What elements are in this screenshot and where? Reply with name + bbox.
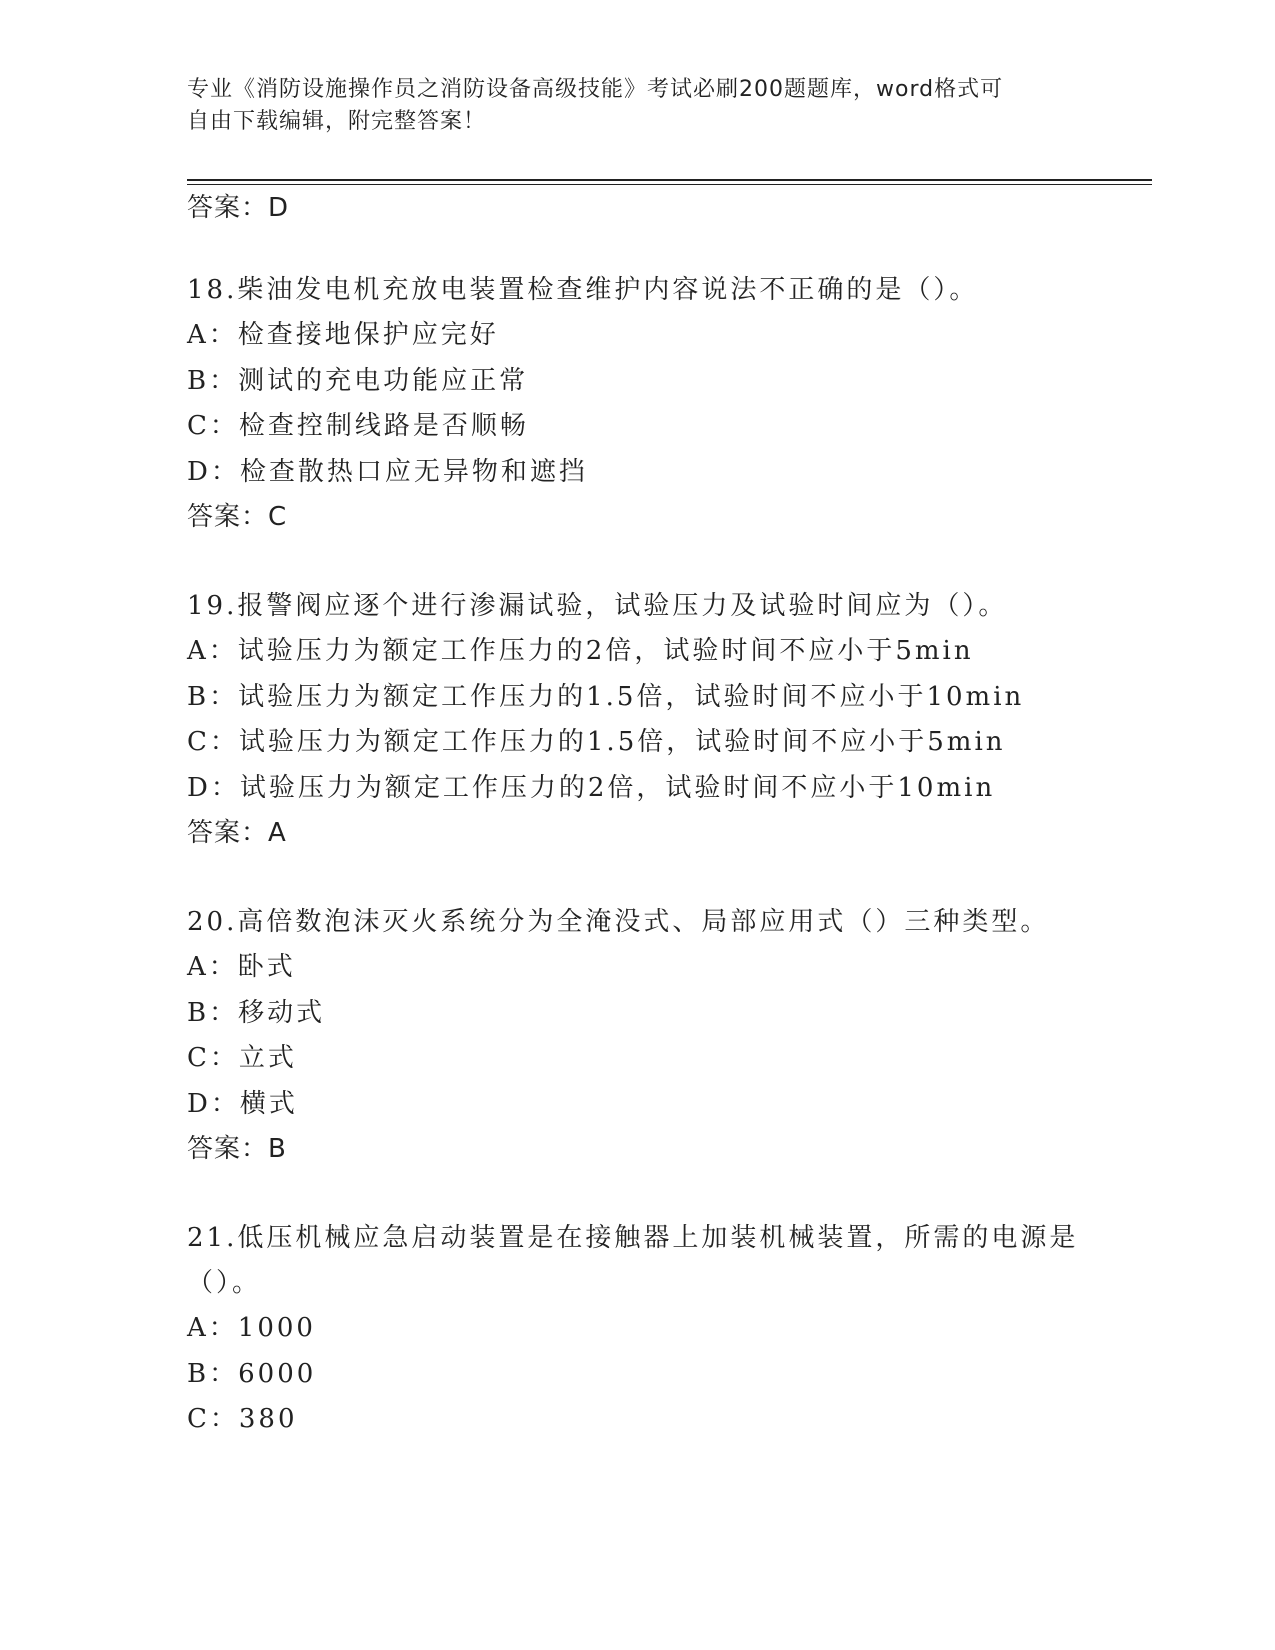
option-d: D：横式 (187, 1088, 298, 1119)
option-b: B：测试的充电功能应正常 (187, 365, 529, 396)
question-19 (187, 584, 1087, 856)
question-stem: 19.报警阀应逐个进行渗漏试验，试验压力及试验时间应为（）。 (187, 591, 1008, 621)
previous-answer: 答案：D (187, 193, 290, 223)
question-21 (187, 1216, 1087, 1443)
option-a: A：卧式 (187, 952, 296, 982)
document-header (187, 74, 1067, 138)
question-stem: 18.柴油发电机充放电装置检查维护内容说法不正确的是（）。 (187, 275, 979, 305)
option-d: D：试验压力为额定工作压力的2倍，试验时间不应小于10min (187, 772, 996, 803)
option-c: C：试验压力为额定工作压力的1.5倍，试验时间不应小于5min (187, 727, 1006, 757)
option-c: C：检查控制线路是否顺畅 (187, 411, 529, 441)
question-18 (187, 268, 1087, 540)
header-line-2: 自由下载编辑，附完整答案！ (187, 109, 487, 134)
question-stem-line-2: （）。 (187, 1268, 262, 1298)
question-stem-line-1: 21.低压机械应急启动装置是在接触器上加装机械装置，所需的电源是 (187, 1223, 1079, 1253)
option-c: C：380 (187, 1404, 298, 1434)
option-c: C：立式 (187, 1043, 297, 1073)
option-b: B：6000 (187, 1358, 317, 1389)
option-b: B：移动式 (187, 997, 326, 1028)
question-20 (187, 900, 1087, 1172)
option-d: D：检查散热口应无异物和遮挡 (187, 456, 588, 487)
option-b: B：试验压力为额定工作压力的1.5倍，试验时间不应小于10min (187, 681, 1025, 712)
header-divider-thick (187, 179, 1152, 181)
answer: 答案：B (187, 1134, 287, 1164)
header-divider-thin (187, 184, 1152, 185)
option-a: A：检查接地保护应完好 (187, 320, 499, 350)
header-line-1: 专业《消防设施操作员之消防设备高级技能》考试必刷200题题库，word格式可 (187, 77, 1004, 102)
answer: 答案：A (187, 818, 287, 848)
answer: 答案：C (187, 502, 288, 532)
option-a: A：1000 (187, 1313, 316, 1343)
option-a: A：试验压力为额定工作压力的2倍，试验时间不应小于5min (187, 636, 974, 666)
question-stem: 20.高倍数泡沫灭火系统分为全淹没式、局部应用式（）三种类型。 (187, 907, 1050, 937)
